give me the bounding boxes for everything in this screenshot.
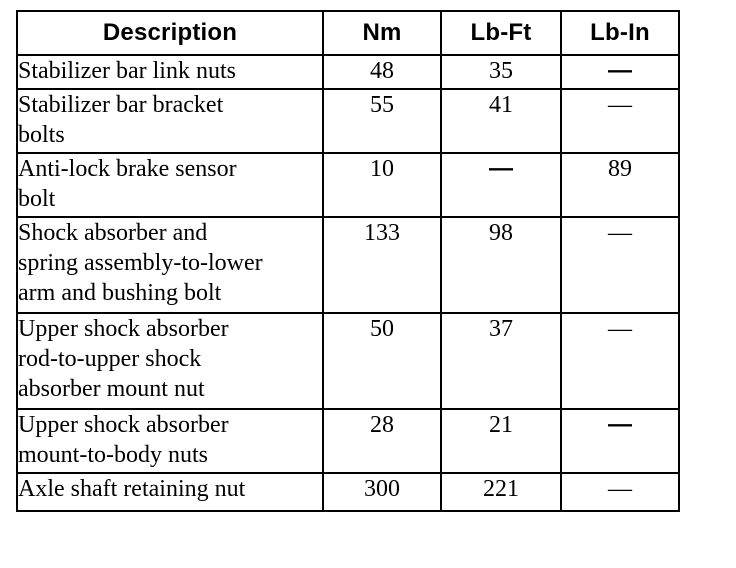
cell-description: Axle shaft retaining nut [17,473,323,511]
cell-lb-ft: 41 [441,89,561,153]
cell-lb-in: — [561,89,679,153]
document-page [16,10,680,548]
header-lb-in: Lb-In [561,11,679,55]
cell-lb-in: — [561,473,679,511]
cell-lb-in: 89 [561,153,679,217]
cell-description: Upper shock absorber mount-to-body nuts [17,409,323,473]
cell-lb-ft: 98 [441,217,561,313]
table-row [17,217,679,313]
cell-description: Anti-lock brake sensor bolt [17,153,323,217]
table-row [17,89,679,153]
cell-nm: 300 [323,473,441,511]
cell-description: Upper shock absorber rod-to-upper shock absorber mount nut [17,313,323,409]
cell-lb-in: — [561,55,679,89]
cell-lb-in: — [561,409,679,473]
table-row [17,55,679,89]
cell-description: Shock absorber and spring assembly-to-lower arm and bushing bolt [17,217,323,313]
cell-lb-ft: — [441,153,561,217]
table-row [17,153,679,217]
cell-lb-ft: 35 [441,55,561,89]
cell-nm: 133 [323,217,441,313]
cell-nm: 48 [323,55,441,89]
cell-nm: 50 [323,313,441,409]
header-lb-ft: Lb-Ft [441,11,561,55]
cell-lb-ft: 221 [441,473,561,511]
cell-lb-in: — [561,217,679,313]
cell-lb-in: — [561,313,679,409]
cell-nm: 55 [323,89,441,153]
cell-description: Stabilizer bar bracket bolts [17,89,323,153]
table-body [17,55,679,511]
cell-lb-ft: 21 [441,409,561,473]
table-row [17,313,679,409]
table-header [17,11,679,55]
cell-description: Stabilizer bar link nuts [17,55,323,89]
table-row [17,409,679,473]
table-row [17,473,679,511]
header-description: Description [17,11,323,55]
cell-lb-ft: 37 [441,313,561,409]
header-nm: Nm [323,11,441,55]
cell-nm: 28 [323,409,441,473]
header-row [17,11,679,55]
torque-spec-table [16,10,680,512]
cell-nm: 10 [323,153,441,217]
